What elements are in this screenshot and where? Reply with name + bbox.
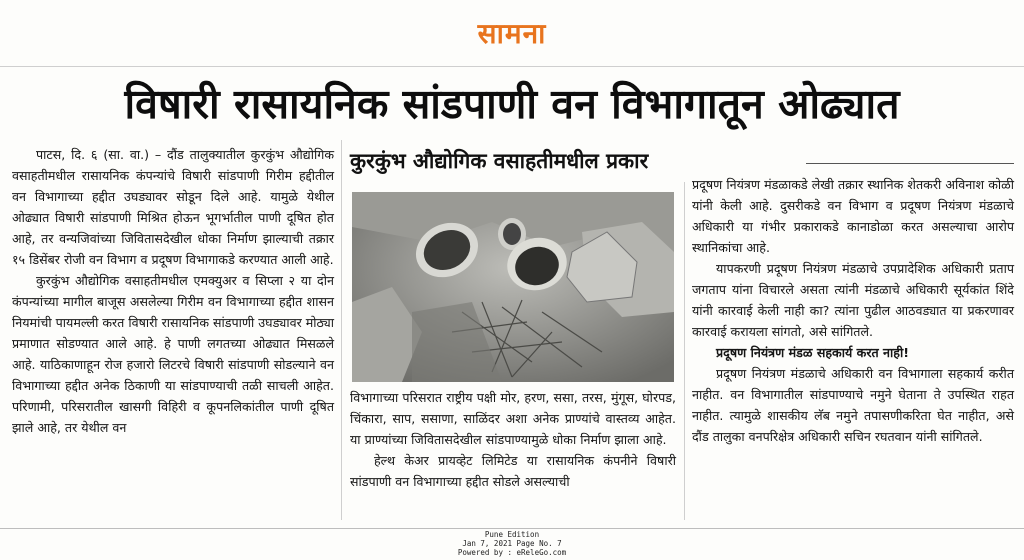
article-column-1: [12, 144, 334, 438]
paragraph: यापकरणी प्रदूषण नियंत्रण मंडळाचे उपप्रादेशिक अधिकारी प्रताप जगताप यांना विचारले असता त्यांनी मंडळाचे अधिकारी सूर्यकांत शिंदे यांनी कारवाई केली नाही का? त्यांना पुढील आठवड्यात या प्रकरणावर कारवाई करायला सांगतो, असे सांगितले.: [692, 261, 1014, 339]
photo-pipes-in-stream: [352, 192, 674, 382]
paragraph: हेल्थ केअर प्रायव्हेट लिमिटेड या रासायनिक कंपनीने विषारी सांडपाणी वन विभागाच्या हद्दीत सोडले असल्याची: [350, 453, 676, 489]
paragraph: प्रदूषण नियंत्रण मंडळाचे अधिकारी वन विभागाला सहकार्य करीत नाहीत. वन विभागातील सांडपाण्याचे नमुने घेताना ते उपस्थित राहत नाहीत. त्यामुळे शासकीय लॅब नमुने तपासणीकरिता घेत नाहीत, असे दौंड तालुका वनपरिक्षेत्र अधिकारी सचिन रघतवान यांनी सांगितले.: [692, 366, 1014, 444]
paragraph: विभागाच्या परिसरात राष्ट्रीय पक्षी मोर, हरण, ससा, तरस, मुंगूस, घोरपड, चिंकारा, साप, ससाणा, साळिंदर अशा अनेक प्राण्यांचे वास्तव्य आहेत. या प्राण्यांच्या जिवितासदेखील सांडपाण्यामुळे धोका निर्माण झाला आहे.: [350, 390, 676, 447]
subheadline-rule: [806, 163, 1014, 164]
paragraph: पाटस, दि. ६ (सा. वा.) – दौंड तालुक्यातील कुरकुंभ औद्योगिक वसाहतीमधील रासायनिक कंपन्यांचे विषारी सांडपाणी गिरीम हद्दीतील वन विभागाच्या हद्दीत उघड्यावर सोडून दिले आहे. यामुळे येथील ओढ्यात विषारी सांडपाणी मिश्रित होऊन भूगर्भातील पाणी दूषित होत आहे, तर वन्यजिवांच्या जिवितासदेखील धोका निर्माण झाल्याची तक्रार १५ डिसेंबर रोजी वन विभाग व प्रदूषण विभागाकडे करण्यात आली आहे.: [12, 147, 334, 267]
paragraph: प्रदूषण नियंत्रण मंडळाकडे लेखी तक्रार स्थानिक शेतकरी अविनाश कोळी यांनी केली आहे. दुसरीकडे वन विभाग व प्रदूषण नियंत्रण मंडळाचे अधिकारी या गंभीर प्रकाराकडे कानाडोळा करत असल्याचा आरोप स्थानिकांचा आहे.: [692, 177, 1014, 255]
powered-by: Powered by : eReleGo.com: [457, 548, 567, 557]
column-divider: [684, 182, 685, 520]
news-photo: [352, 192, 674, 382]
subheadline: कुरकुंभ औद्योगिक वसाहतीमधील प्रकार: [350, 149, 649, 173]
headline: विषारी रासायनिक सांडपाणी वन विभागातून ओढ्यात: [124, 80, 900, 128]
article-column-3: [692, 174, 1014, 447]
masthead-logo: सामना: [477, 17, 547, 50]
column-divider: [341, 140, 342, 520]
edition-date-page: Jan 7, 2021 Page No. 7: [462, 539, 562, 548]
edition-name: Pune Edition: [484, 530, 540, 539]
edition-footer: [0, 530, 1024, 557]
masthead-divider: [0, 66, 1024, 67]
article-column-2: [350, 387, 676, 492]
footer-divider: [0, 528, 1024, 529]
section-subheading: प्रदूषण नियंत्रण मंडळ सहकार्य करत नाही!: [716, 345, 909, 360]
paragraph: कुरकुंभ औद्योगिक वसाहतीमधील एमक्युअर व सिप्ला २ या दोन कंपन्यांच्या मागील बाजूस असलेल्या गिरीम वन विभागाच्या हद्दीत शासन नियमांची पायमल्ली करत विषारी रासायनिक सांडपाणी उघड्यावर मोठ्या प्रमाणात सोडण्यात आले आहे. हे पाणी लगतच्या ओढ्यात मिसळले आहे. याठिकाणाहून रोज हजारो लिटरचे विषारी सांडपाणी सोडल्याने वन विभागाच्या हद्दीत अनेक ठिकाणी या सांडपाण्याची तळी साचली आहेत. परिणामी, परिसरातील खासगी विहिरी व कूपनलिकांतील पाणी दूषित झाले आहे, तर येथील वन: [12, 273, 335, 435]
